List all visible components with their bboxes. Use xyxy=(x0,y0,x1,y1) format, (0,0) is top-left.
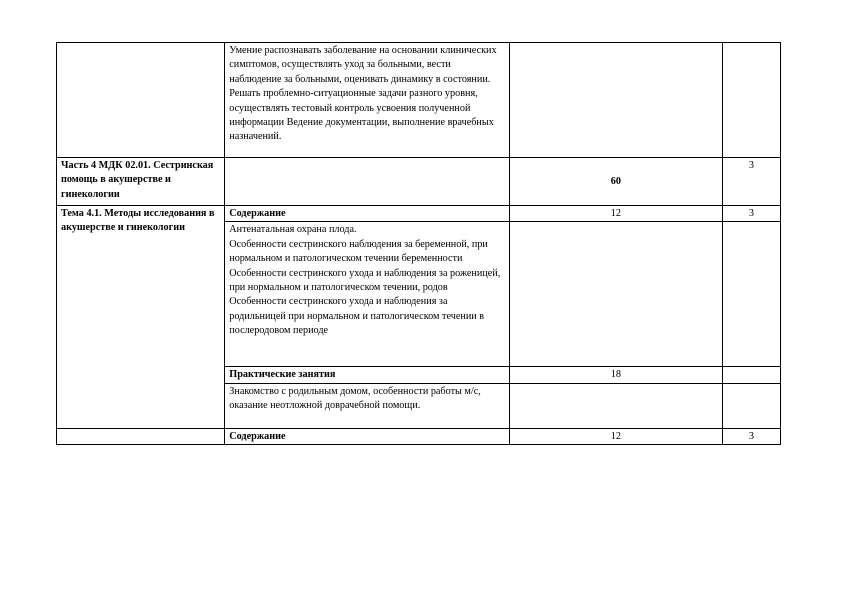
table-row xyxy=(57,428,781,444)
table-cell xyxy=(722,222,780,367)
table-cell xyxy=(722,383,780,428)
hours-cell: 12 xyxy=(509,206,722,222)
content-heading-cell: Содержание xyxy=(225,206,510,222)
table-cell xyxy=(57,43,225,158)
hours-cell: 60 xyxy=(509,158,722,206)
table-row xyxy=(57,43,781,158)
table-row xyxy=(57,158,781,206)
topic-title-cell: Тема 4.1. Методы исследования в акушерстве и гинекологии xyxy=(57,206,225,429)
practice-text-cell: Знакомство с родильным домом, особенности работы м/с, оказание неотложной доврачебной помощи. xyxy=(225,383,510,428)
level-cell: 3 xyxy=(722,158,780,206)
table-cell xyxy=(57,428,225,444)
level-cell: 3 xyxy=(722,206,780,222)
content-text-cell: Антенатальная охрана плода. Особенности сестринского наблюдения за беременной, при нормальном и патологическом течении беременности Особенности сестринского ухода и наблюдения за роженицей, при нормальном и патологическом течении, родов Особенности сестринского ухода и наблюдения за родильницей при нормальном и патологическом течении в послеродовом периоде xyxy=(225,222,510,367)
table-cell xyxy=(509,43,722,158)
table-cell xyxy=(225,158,510,206)
level-cell: 3 xyxy=(722,428,780,444)
table-cell xyxy=(722,367,780,383)
curriculum-table xyxy=(56,42,781,445)
table-cell: Умение распознавать заболевание на основании клинических симптомов, осуществлять уход за больными, вести наблюдение за больными, оценивать динамику в состоянии. Решать проблемно-ситуационные задачи разного уровня, осуществлять тестовый контроль усвоения полученной информации Ведение документации, выполнение врачебных назначений. xyxy=(225,43,510,158)
content-heading-cell: Содержание xyxy=(225,428,510,444)
hours-cell: 12 xyxy=(509,428,722,444)
section-title-cell: Часть 4 МДК 02.01. Сестринская помощь в акушерстве и гинекологии xyxy=(57,158,225,206)
hours-cell: 18 xyxy=(509,367,722,383)
practice-heading-cell: Практические занятия xyxy=(225,367,510,383)
table-cell xyxy=(509,222,722,367)
table-row xyxy=(57,206,781,222)
table-cell xyxy=(722,43,780,158)
table-cell xyxy=(509,383,722,428)
